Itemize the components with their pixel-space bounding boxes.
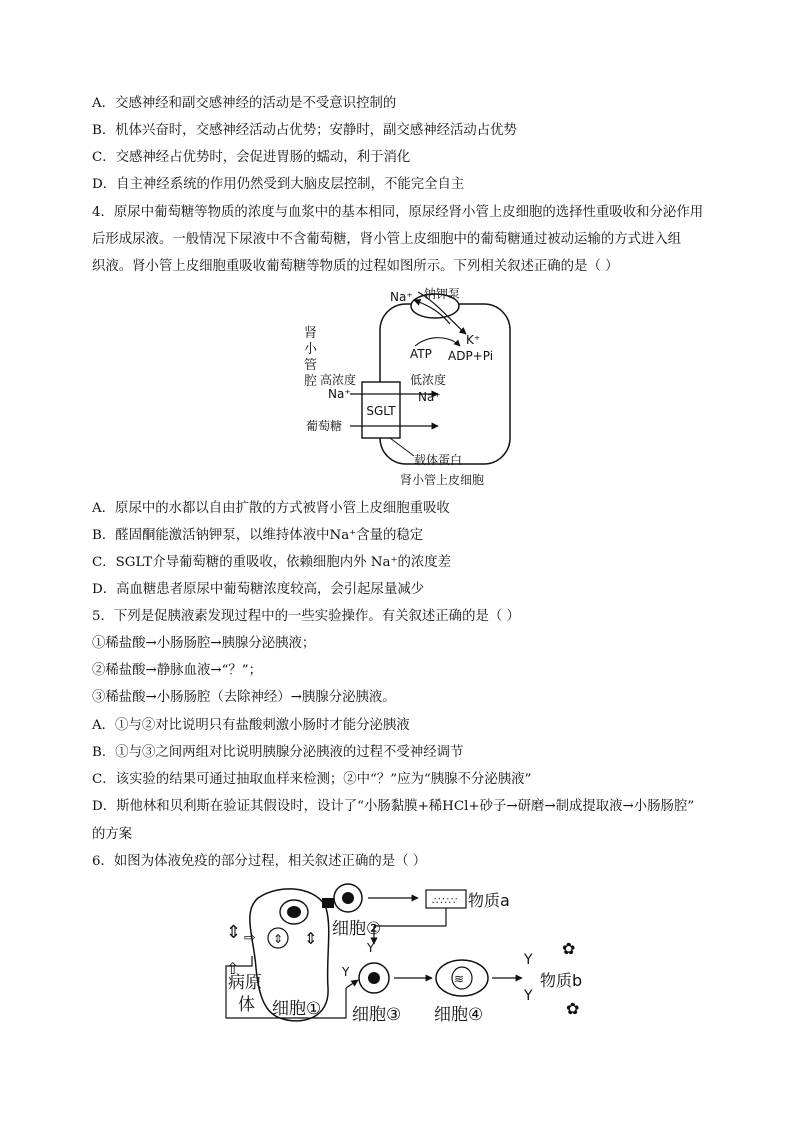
svg-text:✿: ✿	[566, 999, 580, 1018]
lumen-label-1: 肾	[304, 326, 318, 341]
q5-step-1: ①稀盐酸→小肠肠腔→胰腺分泌胰液；	[92, 636, 316, 651]
double-arrow-icon-mid: ⇨	[244, 930, 256, 946]
arrow-up-icon: ⇧	[226, 959, 240, 978]
svg-text:Y: Y	[342, 965, 350, 979]
svg-text:≋: ≋	[454, 972, 465, 986]
cell3-label: 细胞③	[352, 1005, 402, 1025]
q4-stem-line-1: 4．原尿中葡萄糖等物质的浓度与血浆中的基本相同，原尿经肾小管上皮细胞的选择性重吸收和分泌作用	[92, 205, 704, 220]
q5-option-d-continued: 的方案	[92, 827, 133, 842]
cell1-label: 细胞①	[272, 999, 322, 1019]
lumen-label-2: 小	[304, 342, 318, 357]
q5-option-b: B．①与③之间两组对比说明胰腺分泌胰液的过程不受神经调节	[92, 745, 464, 760]
q4-stem-line-2: 后形成尿液。一般情况下尿液中不含葡萄糖，肾小管上皮细胞中的葡萄糖通过被动运输的方式进入组	[92, 232, 682, 247]
svg-text:∴∵∴∵: ∴∵∴∵	[432, 896, 458, 907]
lumen-label-4: 腔	[304, 374, 318, 389]
q3-option-a: A．交感神经和副交感神经的活动是不受意识控制的	[92, 96, 397, 111]
substance-a-label: 物质a	[468, 891, 510, 910]
pathogen-label-2: 体	[238, 995, 255, 1015]
sglt-label: SGLT	[366, 404, 396, 418]
q3-option-d: D．自主神经系统的作用仍然受到大脑皮层控制，不能完全自主	[92, 177, 465, 192]
q6-stem: 6．如图为体液免疫的部分过程，相关叙述正确的是（ ）	[92, 854, 427, 869]
q6-diagram	[222, 878, 602, 1034]
cell2-label: 细胞②	[332, 919, 382, 939]
lumen-label-3: 管	[304, 358, 318, 373]
q4-stem-line-3: 织液。肾小管上皮细胞重吸收葡萄糖等物质的过程如图所示。下列相关叙述正确的是（ ）	[92, 259, 619, 274]
cell-label: 肾小管上皮细胞	[400, 473, 485, 487]
q5-stem: 5．下列是促胰液素发现过程中的一些实验操作。有关叙述正确的是（ ）	[92, 609, 520, 624]
double-arrow-icon-right: ⇕	[304, 929, 318, 948]
q4-option-d: D．高血糖患者原尿中葡萄糖浓度较高，会引起尿量减少	[92, 582, 425, 597]
carrier-protein-label: 载体蛋白	[414, 453, 463, 467]
q4-option-c: C．SGLT介导葡萄糖的重吸收，依赖细胞内外 Na⁺的浓度差	[92, 555, 452, 570]
atp-arrow	[415, 338, 460, 346]
high-conc-label: 高浓度	[320, 373, 357, 387]
adp-label: ADP+Pi	[448, 349, 494, 363]
glucose-label: 葡萄糖	[306, 419, 343, 433]
double-arrow-icon-left: ⇕	[226, 922, 242, 943]
q5-option-c: C．该实验的结果可通过抽取血样来检测；②中“？”应为“胰腺不分泌胰液”	[92, 772, 532, 787]
na-right-label: Na⁺	[418, 390, 441, 404]
atp-label: ATP	[410, 347, 432, 361]
q5-step-2: ②稀盐酸→静脉血液→“？”；	[92, 663, 263, 678]
q4-option-a: A．原尿中的水都以自由扩散的方式被肾小管上皮细胞重吸收	[92, 501, 450, 516]
substance-b-label: 物质b	[540, 971, 583, 990]
pathogen-label-1: 病原	[228, 973, 262, 993]
svg-text:✿: ✿	[562, 939, 576, 958]
q3-option-c: C．交感神经占优势时，会促进胃肠的蠕动，利于消化	[92, 150, 411, 165]
q5-option-a: A．①与②对比说明只有盐酸刺激小肠时才能分泌胰液	[92, 718, 410, 733]
q5-step-3: ③稀盐酸→小肠肠腔（去除神经）→胰腺分泌胰液。	[92, 690, 396, 705]
na-left-label: Na⁺	[328, 387, 351, 401]
q4-option-b: B．醛固酮能激活钠钾泵，以维持体液中Na⁺含量的稳定	[92, 528, 424, 543]
svg-text:Y: Y	[524, 988, 533, 1004]
cell4-label: 细胞④	[434, 1005, 484, 1025]
q3-option-b: B．机体兴奋时，交感神经活动占优势；安静时，副交感神经活动占优势	[92, 123, 517, 138]
svg-text:⇕: ⇕	[273, 932, 284, 946]
q4-diagram	[290, 284, 520, 492]
q5-option-d: D．斯他林和贝利斯在验证其假设时，设计了“小肠黏膜+稀HCl+砂子→研磨→制成提取液→小肠肠腔”	[92, 799, 695, 814]
svg-text:Y: Y	[524, 952, 533, 968]
low-conc-label: 低浓度	[410, 373, 447, 387]
svg-text:Y: Y	[367, 941, 375, 955]
pump-label: 钠钾泵	[424, 287, 461, 301]
k-ion-label: K⁺	[466, 333, 481, 347]
na-top-label: Na⁺	[390, 290, 413, 304]
